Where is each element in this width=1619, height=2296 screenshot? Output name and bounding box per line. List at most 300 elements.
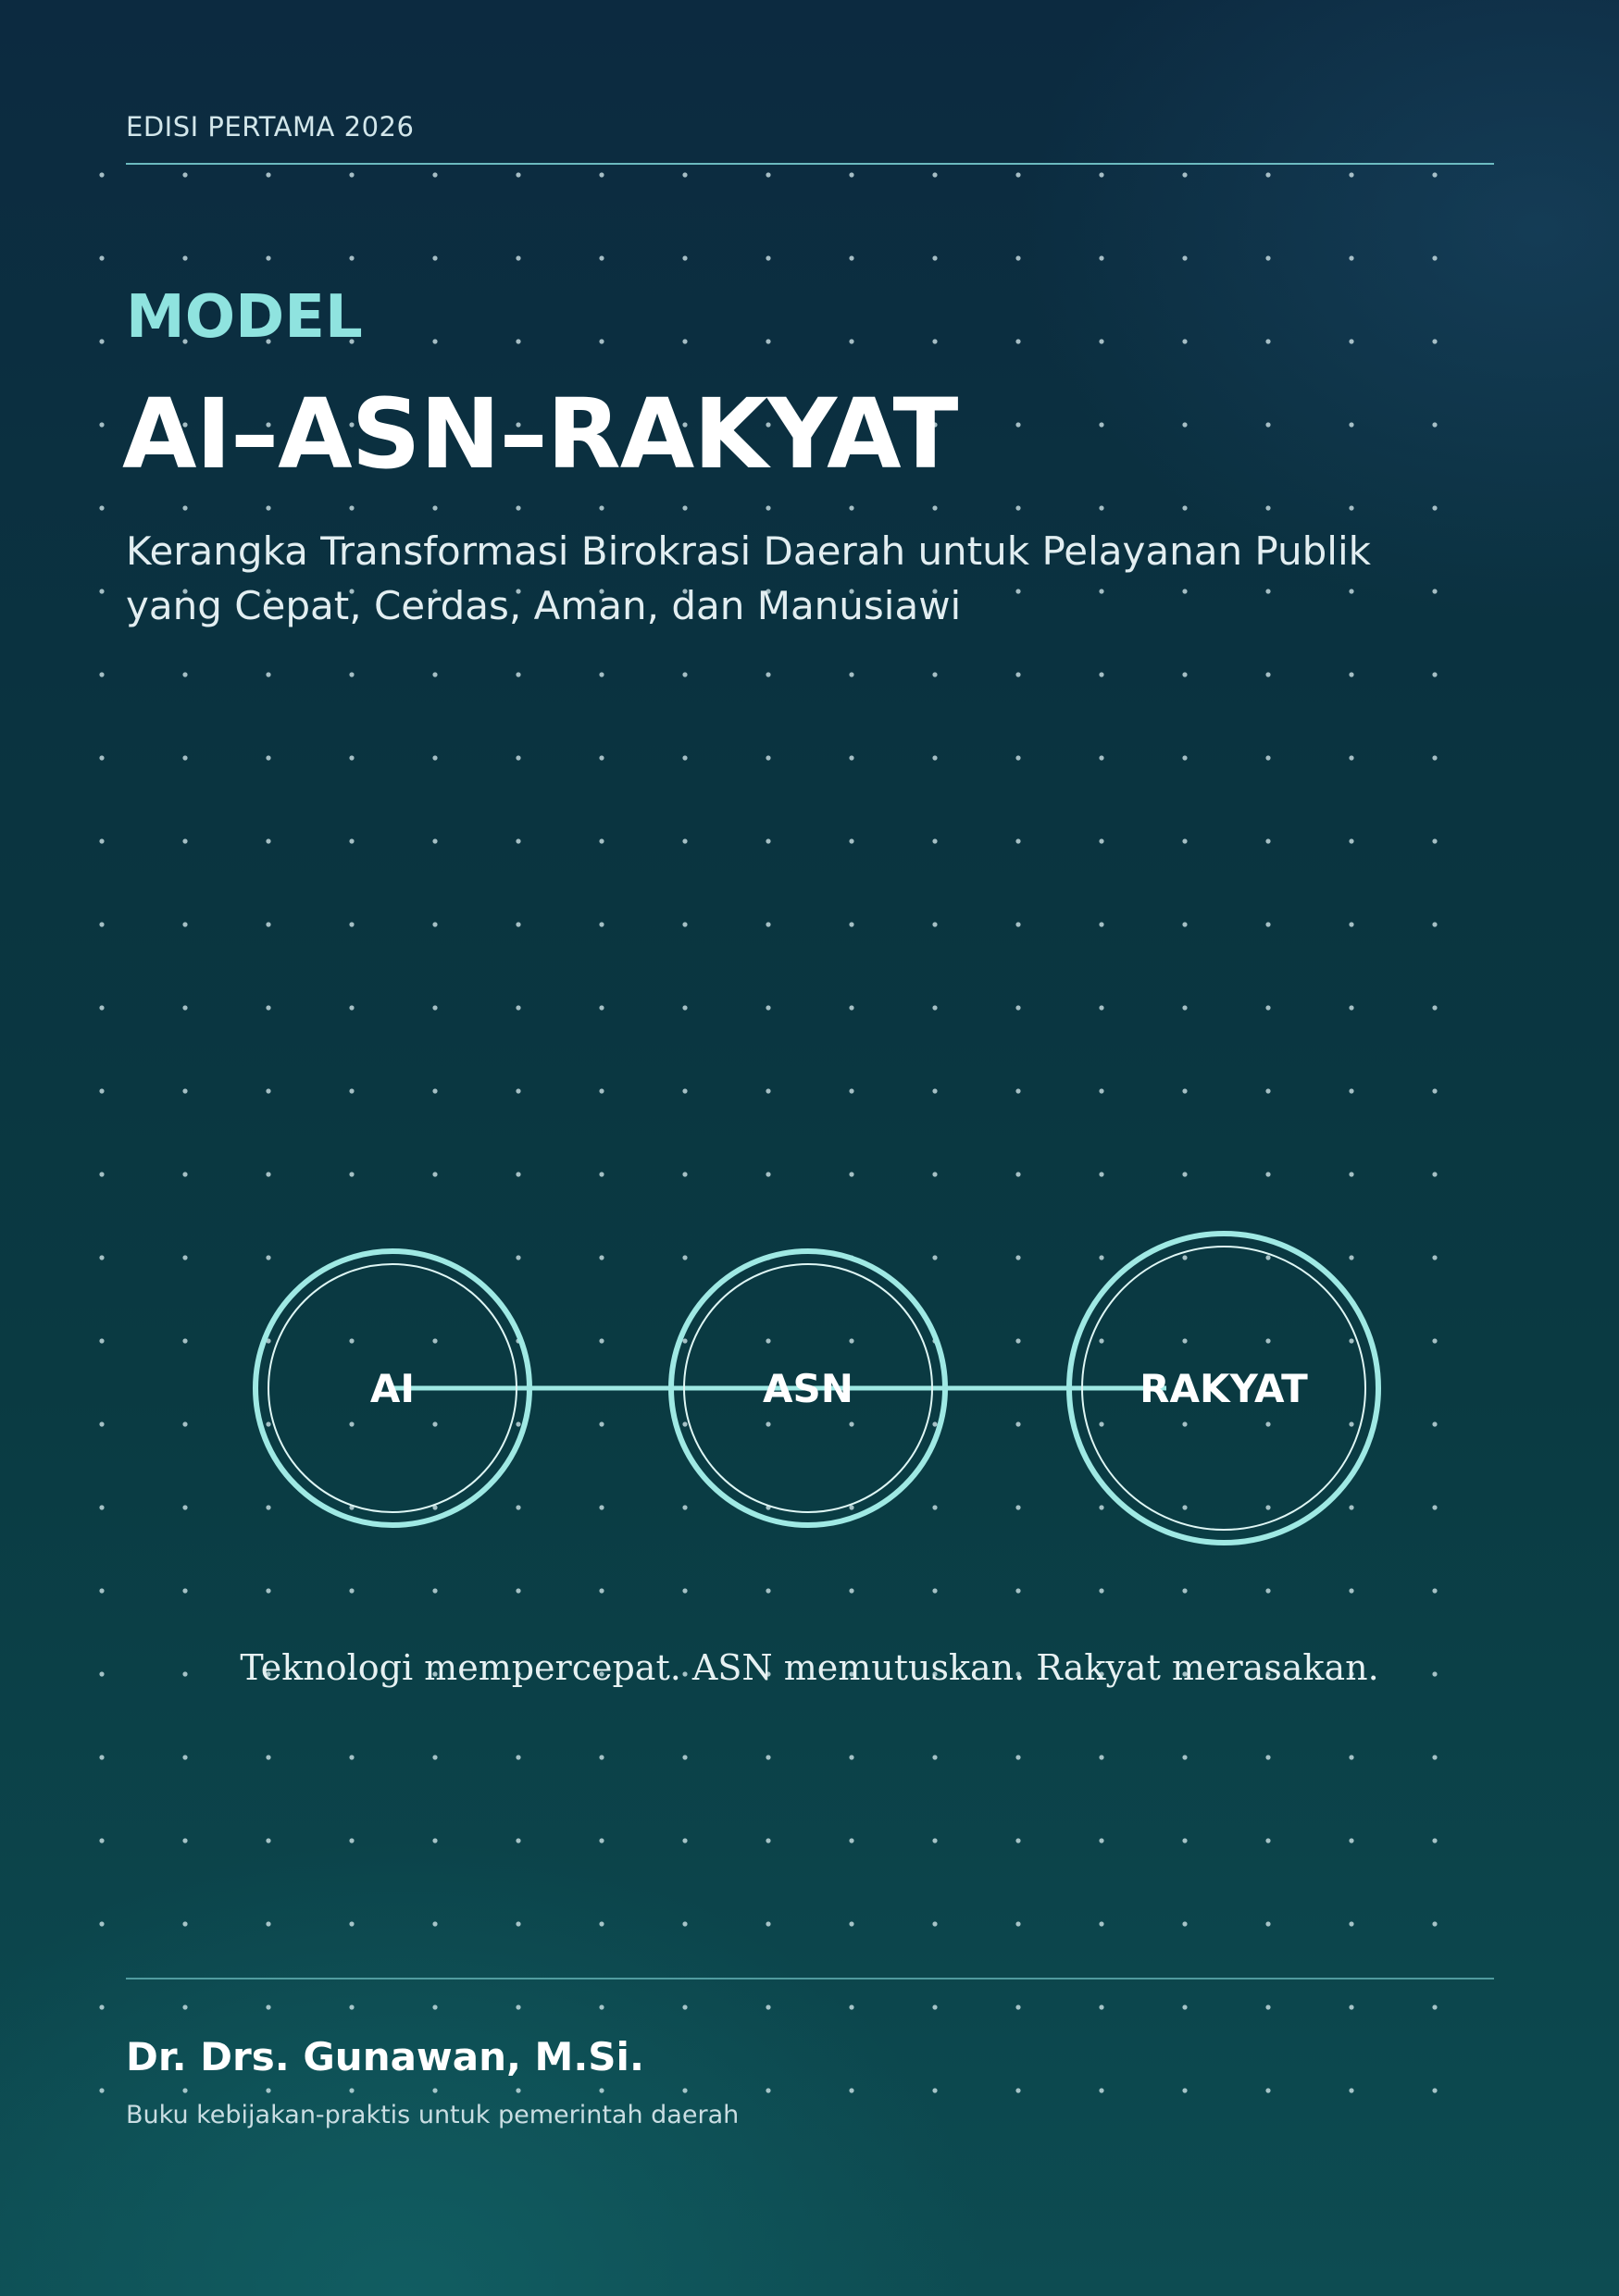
grid-dot: [1182, 1921, 1187, 1926]
grid-dot: [849, 922, 853, 926]
grid-dot: [932, 838, 937, 843]
grid-dot: [349, 1088, 354, 1093]
grid-dot: [849, 2004, 853, 2009]
grid-dot: [849, 2088, 853, 2092]
grid-dot: [1265, 1172, 1270, 1176]
node-asn-label: ASN: [763, 1366, 853, 1411]
grid-dot: [1432, 172, 1437, 177]
grid-dot: [516, 2004, 520, 2009]
grid-dot: [932, 339, 937, 343]
grid-dot: [1182, 2088, 1187, 2092]
grid-dot: [349, 255, 354, 260]
grid-dot: [849, 1005, 853, 1010]
grid-dot: [682, 1588, 687, 1593]
grid-dot: [99, 589, 104, 593]
grid-dot: [1099, 755, 1103, 760]
grid-dot: [1265, 2004, 1270, 2009]
grid-dot: [1099, 172, 1103, 177]
grid-dot: [1015, 755, 1020, 760]
grid-dot: [1015, 172, 1020, 177]
grid-dot: [432, 755, 437, 760]
grid-dot: [1015, 1088, 1020, 1093]
grid-dot: [599, 672, 604, 676]
grid-dot: [99, 838, 104, 843]
grid-dot: [932, 172, 937, 177]
grid-dot: [1432, 1921, 1437, 1926]
grid-dot: [99, 339, 104, 343]
grid-dot: [432, 1755, 437, 1759]
model-diagram: [0, 1203, 1619, 1573]
grid-dot: [1349, 1172, 1353, 1176]
grid-dot: [266, 922, 270, 926]
grid-dot: [266, 1838, 270, 1843]
grid-dot: [1182, 1838, 1187, 1843]
grid-dot: [599, 838, 604, 843]
grid-dot: [682, 339, 687, 343]
grid-dot: [99, 172, 104, 177]
grid-dot: [1265, 1005, 1270, 1010]
grid-dot: [1015, 1005, 1020, 1010]
grid-dot: [1265, 1755, 1270, 1759]
grid-dot: [1349, 672, 1353, 676]
grid-dot: [516, 505, 520, 510]
grid-dot: [599, 1755, 604, 1759]
grid-dot: [1182, 922, 1187, 926]
grid-dot: [349, 1921, 354, 1926]
grid-dot: [1265, 339, 1270, 343]
grid-dot: [99, 1838, 104, 1843]
grid-dot: [432, 505, 437, 510]
grid-dot: [1099, 838, 1103, 843]
grid-dot: [766, 755, 770, 760]
grid-dot: [1015, 339, 1020, 343]
grid-dot: [1265, 505, 1270, 510]
grid-dot: [516, 755, 520, 760]
grid-dot: [932, 2004, 937, 2009]
bottom-divider: [126, 1978, 1494, 1980]
grid-dot: [682, 1921, 687, 1926]
grid-dot: [1182, 422, 1187, 427]
grid-dot: [182, 1588, 187, 1593]
grid-dot: [182, 1088, 187, 1093]
grid-dot: [1015, 2088, 1020, 2092]
grid-dot: [599, 1005, 604, 1010]
grid-dot: [1182, 505, 1187, 510]
grid-dot: [849, 1088, 853, 1093]
grid-dot: [432, 1172, 437, 1176]
grid-dot: [1099, 1088, 1103, 1093]
grid-dot: [932, 1838, 937, 1843]
grid-dot: [182, 505, 187, 510]
grid-dot: [1099, 672, 1103, 676]
grid-dot: [266, 172, 270, 177]
grid-dot: [1349, 172, 1353, 177]
grid-dot: [182, 172, 187, 177]
grid-dot: [266, 838, 270, 843]
grid-dot: [849, 838, 853, 843]
grid-dot: [599, 2088, 604, 2092]
grid-dot: [1432, 672, 1437, 676]
grid-dot: [849, 339, 853, 343]
grid-dot: [182, 838, 187, 843]
grid-dot: [1182, 172, 1187, 177]
grid-dot: [1265, 1921, 1270, 1926]
grid-dot: [1349, 1588, 1353, 1593]
grid-dot: [1099, 1921, 1103, 1926]
grid-dot: [766, 339, 770, 343]
grid-dot: [1432, 1755, 1437, 1759]
author-description: Buku kebijakan-praktis untuk pemerintah daerah: [126, 2101, 740, 2129]
grid-dot: [266, 1755, 270, 1759]
grid-dot: [766, 1921, 770, 1926]
grid-dot: [516, 672, 520, 676]
grid-dot: [266, 2088, 270, 2092]
grid-dot: [1015, 1172, 1020, 1176]
grid-dot: [599, 1588, 604, 1593]
grid-dot: [99, 1172, 104, 1176]
grid-dot: [432, 1921, 437, 1926]
grid-dot: [849, 172, 853, 177]
grid-dot: [1015, 922, 1020, 926]
grid-dot: [99, 422, 104, 427]
grid-dot: [432, 922, 437, 926]
grid-dot: [766, 672, 770, 676]
grid-dot: [766, 922, 770, 926]
grid-dot: [432, 838, 437, 843]
grid-dot: [99, 755, 104, 760]
grid-dot: [682, 2004, 687, 2009]
grid-dot: [182, 672, 187, 676]
grid-dot: [1015, 1838, 1020, 1843]
grid-dot: [1349, 1755, 1353, 1759]
grid-dot: [932, 922, 937, 926]
grid-dot: [932, 1172, 937, 1176]
grid-dot: [1265, 1588, 1270, 1593]
grid-dot: [432, 1588, 437, 1593]
grid-dot: [349, 838, 354, 843]
grid-dot: [1432, 1838, 1437, 1843]
grid-dot: [849, 1755, 853, 1759]
grid-dot: [516, 2088, 520, 2092]
grid-dot: [1099, 922, 1103, 926]
grid-dot: [599, 1172, 604, 1176]
grid-dot: [1182, 1172, 1187, 1176]
grid-dot: [599, 1921, 604, 1926]
grid-dot: [932, 755, 937, 760]
grid-dot: [1182, 838, 1187, 843]
grid-dot: [1432, 922, 1437, 926]
grid-dot: [849, 1838, 853, 1843]
grid-dot: [349, 1005, 354, 1010]
grid-dot: [1015, 1921, 1020, 1926]
grid-dot: [1015, 505, 1020, 510]
grid-dot: [682, 1088, 687, 1093]
grid-dot: [1349, 2088, 1353, 2092]
grid-dot: [516, 1005, 520, 1010]
grid-dot: [1432, 838, 1437, 843]
grid-dot: [766, 1172, 770, 1176]
grid-dot: [99, 505, 104, 510]
grid-dot: [1015, 422, 1020, 427]
grid-dot: [1182, 1588, 1187, 1593]
grid-dot: [1099, 339, 1103, 343]
grid-dot: [516, 255, 520, 260]
grid-dot: [266, 255, 270, 260]
grid-dot: [1349, 1921, 1353, 1926]
grid-dot: [266, 1172, 270, 1176]
grid-dot: [766, 2088, 770, 2092]
grid-dot: [432, 2004, 437, 2009]
grid-dot: [1349, 1005, 1353, 1010]
grid-dot: [849, 1172, 853, 1176]
grid-dot: [99, 2004, 104, 2009]
grid-dot: [99, 1588, 104, 1593]
grid-dot: [599, 922, 604, 926]
grid-dot: [682, 1005, 687, 1010]
grid-dot: [599, 172, 604, 177]
grid-dot: [432, 2088, 437, 2092]
grid-dot: [349, 1755, 354, 1759]
grid-dot: [266, 2004, 270, 2009]
grid-dot: [766, 1088, 770, 1093]
grid-dot: [1349, 922, 1353, 926]
grid-dot: [349, 755, 354, 760]
top-divider: [126, 163, 1494, 165]
grid-dot: [266, 755, 270, 760]
grid-dot: [932, 672, 937, 676]
grid-dot: [432, 1005, 437, 1010]
grid-dot: [1265, 172, 1270, 177]
grid-dot: [1349, 505, 1353, 510]
grid-dot: [182, 1838, 187, 1843]
grid-dot: [766, 505, 770, 510]
grid-dot: [849, 672, 853, 676]
grid-dot: [432, 255, 437, 260]
grid-dot: [432, 339, 437, 343]
grid-dot: [1432, 255, 1437, 260]
grid-dot: [516, 1172, 520, 1176]
grid-dot: [682, 755, 687, 760]
grid-dot: [349, 2004, 354, 2009]
author-name: Dr. Drs. Gunawan, M.Si.: [126, 2034, 644, 2079]
grid-dot: [1432, 339, 1437, 343]
grid-dot: [1265, 422, 1270, 427]
grid-dot: [1265, 922, 1270, 926]
grid-dot: [1432, 755, 1437, 760]
grid-dot: [182, 1172, 187, 1176]
grid-dot: [849, 505, 853, 510]
grid-dot: [599, 255, 604, 260]
grid-dot: [766, 1755, 770, 1759]
grid-dot: [932, 505, 937, 510]
grid-dot: [1182, 1088, 1187, 1093]
grid-dot: [1265, 1088, 1270, 1093]
grid-dot: [432, 172, 437, 177]
grid-dot: [766, 2004, 770, 2009]
grid-dot: [1182, 755, 1187, 760]
grid-dot: [1432, 1588, 1437, 1593]
grid-dot: [1099, 2088, 1103, 2092]
grid-dot: [682, 672, 687, 676]
grid-dot: [849, 1588, 853, 1593]
grid-dot: [599, 339, 604, 343]
grid-dot: [349, 172, 354, 177]
grid-dot: [1432, 505, 1437, 510]
grid-dot: [682, 1172, 687, 1176]
grid-dot: [1099, 505, 1103, 510]
grid-dot: [516, 339, 520, 343]
grid-dot: [432, 672, 437, 676]
grid-dot: [516, 1755, 520, 1759]
grid-dot: [1265, 838, 1270, 843]
grid-dot: [932, 1588, 937, 1593]
tagline: Teknologi mempercepat. ASN memutuskan. Rakyat merasakan.: [240, 1647, 1379, 1688]
grid-dot: [1015, 255, 1020, 260]
grid-dot: [182, 255, 187, 260]
grid-dot: [99, 1755, 104, 1759]
grid-dot: [99, 1921, 104, 1926]
grid-dot: [516, 1921, 520, 1926]
grid-dot: [766, 1838, 770, 1843]
grid-dot: [1099, 1005, 1103, 1010]
grid-dot: [682, 505, 687, 510]
grid-dot: [516, 1588, 520, 1593]
grid-dot: [1349, 422, 1353, 427]
grid-dot: [99, 1005, 104, 1010]
grid-dot: [182, 1755, 187, 1759]
grid-dot: [99, 255, 104, 260]
grid-dot: [1432, 2088, 1437, 2092]
grid-dot: [1432, 1005, 1437, 1010]
grid-dot: [932, 1005, 937, 1010]
grid-dot: [1099, 1588, 1103, 1593]
grid-dot: [1015, 1588, 1020, 1593]
grid-dot: [1265, 2088, 1270, 2092]
grid-dot: [1015, 2004, 1020, 2009]
node-ai-label: AI: [369, 1366, 416, 1411]
grid-dot: [849, 255, 853, 260]
grid-dot: [182, 2088, 187, 2092]
edition-label: EDISI PERTAMA 2026: [126, 111, 415, 143]
grid-dot: [599, 1088, 604, 1093]
grid-dot: [682, 172, 687, 177]
grid-dot: [1349, 255, 1353, 260]
grid-dot: [1182, 1755, 1187, 1759]
grid-dot: [682, 922, 687, 926]
grid-dot: [1015, 672, 1020, 676]
grid-dot: [1099, 1755, 1103, 1759]
grid-dot: [1015, 1755, 1020, 1759]
grid-dot: [516, 922, 520, 926]
grid-dot: [349, 672, 354, 676]
grid-dot: [1265, 672, 1270, 676]
grid-dot: [1349, 838, 1353, 843]
grid-dot: [349, 1588, 354, 1593]
grid-dot: [266, 505, 270, 510]
node-rakyat-label: RAKYAT: [1140, 1366, 1308, 1411]
grid-dot: [266, 672, 270, 676]
grid-dot: [432, 1838, 437, 1843]
grid-dot: [99, 1088, 104, 1093]
grid-dot: [1432, 1088, 1437, 1093]
grid-dot: [766, 1005, 770, 1010]
grid-dot: [1349, 2004, 1353, 2009]
grid-dot: [1265, 1838, 1270, 1843]
grid-dot: [349, 1838, 354, 1843]
grid-dot: [99, 672, 104, 676]
grid-dot: [766, 1588, 770, 1593]
grid-dot: [682, 838, 687, 843]
grid-dot: [766, 838, 770, 843]
grid-dot: [766, 255, 770, 260]
grid-dot: [1265, 255, 1270, 260]
grid-dot: [766, 172, 770, 177]
grid-dot: [432, 1088, 437, 1093]
grid-dot: [1182, 1005, 1187, 1010]
grid-dot: [932, 1755, 937, 1759]
grid-dot: [182, 1005, 187, 1010]
grid-dot: [516, 1838, 520, 1843]
grid-dot: [1182, 672, 1187, 676]
book-title: AI–ASN–RAKYAT: [122, 378, 958, 490]
grid-dot: [1099, 2004, 1103, 2009]
title-kicker: MODEL: [126, 283, 363, 352]
grid-dot: [182, 755, 187, 760]
grid-dot: [99, 2088, 104, 2092]
grid-dot: [516, 1088, 520, 1093]
grid-dot: [932, 2088, 937, 2092]
grid-dot: [349, 2088, 354, 2092]
grid-dot: [1099, 1838, 1103, 1843]
grid-dot: [682, 2088, 687, 2092]
grid-dot: [182, 1921, 187, 1926]
grid-dot: [349, 922, 354, 926]
grid-dot: [682, 1755, 687, 1759]
grid-dot: [682, 255, 687, 260]
grid-dot: [1182, 339, 1187, 343]
grid-dot: [1099, 1172, 1103, 1176]
grid-dot: [849, 755, 853, 760]
grid-dot: [99, 922, 104, 926]
grid-dot: [932, 1921, 937, 1926]
grid-dot: [682, 1838, 687, 1843]
grid-dot: [516, 838, 520, 843]
grid-dot: [266, 1088, 270, 1093]
grid-dot: [1099, 255, 1103, 260]
grid-dot: [1432, 1172, 1437, 1176]
grid-dot: [182, 922, 187, 926]
grid-dot: [1182, 255, 1187, 260]
grid-dot: [1265, 755, 1270, 760]
grid-dot: [599, 1838, 604, 1843]
grid-dot: [349, 1172, 354, 1176]
grid-dot: [932, 255, 937, 260]
book-subtitle: Kerangka Transformasi Birokrasi Daerah untuk Pelayanan Publik yang Cepat, Cerdas, Aman, dan Manusiawi: [126, 528, 1371, 628]
grid-dot: [599, 755, 604, 760]
grid-dot: [266, 1588, 270, 1593]
grid-dot: [849, 1921, 853, 1926]
grid-dot: [1349, 755, 1353, 760]
grid-dot: [1349, 339, 1353, 343]
grid-dot: [599, 2004, 604, 2009]
grid-dot: [1349, 1838, 1353, 1843]
grid-dot: [182, 2004, 187, 2009]
grid-dot: [349, 505, 354, 510]
grid-dot: [932, 1088, 937, 1093]
grid-dot: [1432, 422, 1437, 427]
grid-dot: [1099, 422, 1103, 427]
grid-dot: [266, 1005, 270, 1010]
